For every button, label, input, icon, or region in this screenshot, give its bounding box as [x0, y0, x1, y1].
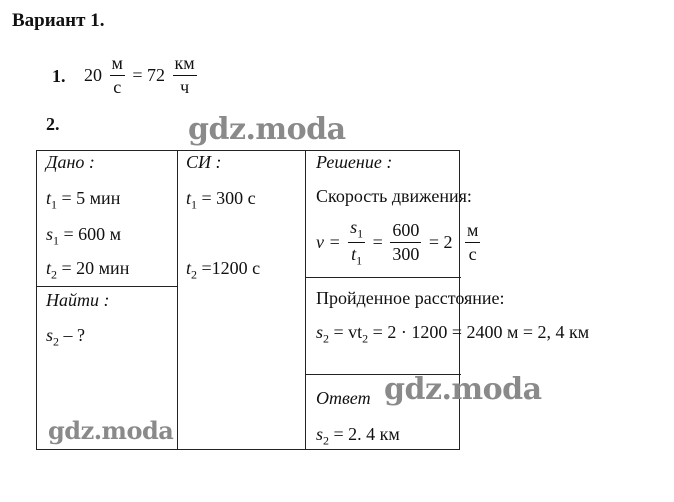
column-divider — [177, 151, 178, 449]
task-1-eq: = 72 — [132, 64, 166, 85]
task-2-number: 2. — [46, 114, 60, 134]
fraction-600-300: $\frac{600}{300}$ — [392, 220, 420, 265]
given-heading: Дано : — [46, 152, 95, 172]
fraction-s1-t1: $\frac{s_1}{t_1}$ — [350, 217, 364, 268]
watermark: gdz.moda — [48, 416, 174, 445]
distance-formula: $s_2 = vt_2 = 2 \cdot 1200 = 2400$ м = 2, 4 км — [316, 322, 590, 346]
given-t1: $t_1 = 5$ мин — [46, 188, 121, 212]
task-1-rhs-unit — [173, 54, 197, 97]
row-divider — [37, 286, 177, 287]
distance-label: Пройденное расстояние: — [316, 288, 505, 308]
given-s1: $s_1 = 600$ м — [46, 224, 122, 248]
column-divider — [305, 151, 306, 449]
task-1-number: 1. — [52, 66, 66, 86]
row-divider — [305, 277, 461, 278]
answer-value: $s_2 = 2$. 4 км — [316, 424, 400, 448]
task-1-lhs-value: 20 — [84, 64, 102, 85]
unit-den: с — [113, 76, 122, 97]
si-heading: СИ : — [186, 152, 222, 172]
answer-label: Ответ — [316, 388, 371, 408]
speed-label: Скорость движения: — [316, 186, 472, 206]
page-title: Вариант 1. — [12, 10, 105, 31]
task-1-lhs-unit — [110, 54, 125, 97]
speed-formula: v = $\frac{s_1}{t_1}$ = $\frac{600}{300}$ = 2 $\frac{м}{с}$ — [316, 217, 479, 268]
task-1-formula — [84, 54, 200, 97]
unit-den: ч — [180, 76, 190, 97]
given-t2: $t_2 = 20$ мин — [46, 258, 130, 282]
unit-num: м — [110, 54, 125, 76]
watermark: gdz.moda — [188, 112, 346, 147]
watermark: gdz.moda — [384, 372, 542, 407]
speed-unit: $\frac{м}{с}$ — [466, 220, 479, 265]
si-t1: $t_1 = 300$ с — [186, 188, 256, 212]
find-heading: Найти : — [46, 290, 110, 310]
find-s2: $s_2$ – ? — [46, 325, 86, 349]
solution-heading: Решение : — [316, 152, 393, 172]
unit-num: км — [173, 54, 197, 76]
si-t2: $t_2 =1200$ с — [186, 258, 261, 282]
